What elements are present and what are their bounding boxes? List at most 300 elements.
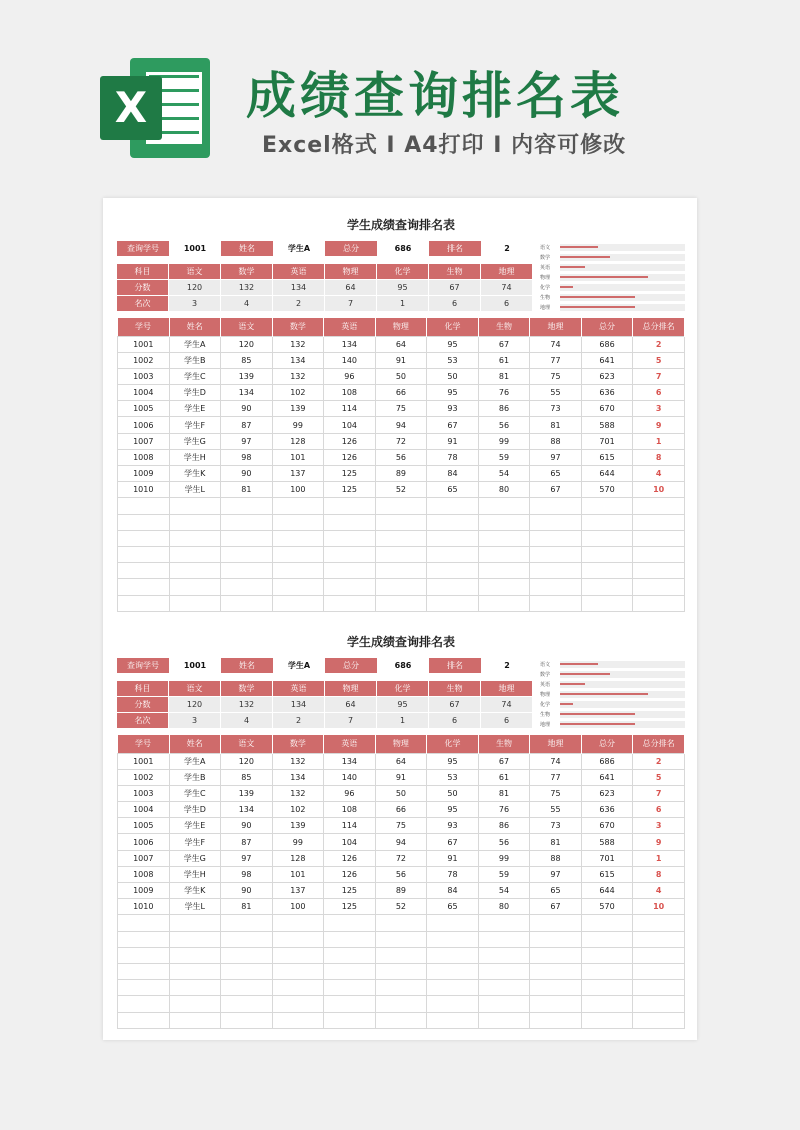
empty-cell[interactable] xyxy=(118,1012,170,1028)
table-cell[interactable]: 93 xyxy=(427,818,479,834)
column-header[interactable]: 姓名 xyxy=(169,318,221,336)
table-cell[interactable]: 56 xyxy=(375,449,427,465)
empty-cell[interactable] xyxy=(118,931,170,947)
empty-cell[interactable] xyxy=(324,514,376,530)
empty-cell[interactable] xyxy=(530,980,582,996)
table-cell[interactable]: 10 xyxy=(633,899,685,915)
empty-cell[interactable] xyxy=(633,996,685,1012)
table-cell[interactable]: 4 xyxy=(633,883,685,899)
table-cell[interactable]: 50 xyxy=(375,785,427,801)
table-cell[interactable]: 139 xyxy=(272,818,324,834)
table-cell[interactable]: 66 xyxy=(375,385,427,401)
empty-cell[interactable] xyxy=(221,595,273,611)
empty-cell[interactable] xyxy=(169,514,221,530)
table-cell[interactable]: 88 xyxy=(530,433,582,449)
table-cell[interactable]: 72 xyxy=(375,433,427,449)
table-cell[interactable]: 50 xyxy=(375,368,427,384)
table-cell[interactable]: 1008 xyxy=(118,866,170,882)
table-cell[interactable]: 75 xyxy=(375,818,427,834)
empty-cell[interactable] xyxy=(581,931,633,947)
empty-cell[interactable] xyxy=(633,563,685,579)
empty-cell[interactable] xyxy=(272,546,324,562)
table-cell[interactable]: 97 xyxy=(221,433,273,449)
table-cell[interactable]: 588 xyxy=(581,834,633,850)
empty-cell[interactable] xyxy=(375,546,427,562)
table-cell[interactable]: 1009 xyxy=(118,883,170,899)
table-cell[interactable]: 80 xyxy=(478,899,530,915)
table-cell[interactable]: 61 xyxy=(478,352,530,368)
empty-cell[interactable] xyxy=(581,947,633,963)
table-cell[interactable]: 139 xyxy=(272,401,324,417)
table-cell[interactable]: 140 xyxy=(324,352,376,368)
table-cell[interactable]: 1010 xyxy=(118,899,170,915)
table-cell[interactable]: 55 xyxy=(530,802,582,818)
table-cell[interactable]: 1002 xyxy=(118,769,170,785)
table-cell[interactable]: 89 xyxy=(375,883,427,899)
table-cell[interactable]: 9 xyxy=(633,834,685,850)
table-cell[interactable]: 85 xyxy=(221,769,273,785)
table-cell[interactable]: 90 xyxy=(221,401,273,417)
empty-cell[interactable] xyxy=(272,915,324,931)
table-cell[interactable]: 61 xyxy=(478,769,530,785)
table-cell[interactable]: 学生F xyxy=(169,834,221,850)
empty-cell[interactable] xyxy=(478,530,530,546)
empty-cell[interactable] xyxy=(118,514,170,530)
table-cell[interactable]: 134 xyxy=(324,753,376,769)
column-header[interactable]: 数学 xyxy=(272,318,324,336)
empty-cell[interactable] xyxy=(478,1012,530,1028)
table-cell[interactable]: 78 xyxy=(427,866,479,882)
table-cell[interactable]: 126 xyxy=(324,866,376,882)
table-cell[interactable]: 学生A xyxy=(169,753,221,769)
empty-cell[interactable] xyxy=(118,963,170,979)
table-cell[interactable]: 53 xyxy=(427,769,479,785)
empty-cell[interactable] xyxy=(633,980,685,996)
table-cell[interactable]: 54 xyxy=(478,883,530,899)
table-cell[interactable]: 137 xyxy=(272,883,324,899)
table-cell[interactable]: 54 xyxy=(478,466,530,482)
empty-cell[interactable] xyxy=(427,595,479,611)
table-cell[interactable]: 636 xyxy=(581,385,633,401)
table-cell[interactable]: 学生F xyxy=(169,417,221,433)
empty-cell[interactable] xyxy=(633,1012,685,1028)
table-cell[interactable]: 52 xyxy=(375,482,427,498)
empty-cell[interactable] xyxy=(221,546,273,562)
table-cell[interactable]: 104 xyxy=(324,417,376,433)
table-cell[interactable]: 1003 xyxy=(118,368,170,384)
table-cell[interactable]: 132 xyxy=(272,753,324,769)
empty-cell[interactable] xyxy=(633,498,685,514)
table-cell[interactable]: 81 xyxy=(478,785,530,801)
table-cell[interactable]: 学生E xyxy=(169,818,221,834)
empty-cell[interactable] xyxy=(478,915,530,931)
empty-cell[interactable] xyxy=(478,996,530,1012)
table-cell[interactable]: 67 xyxy=(478,336,530,352)
table-cell[interactable]: 67 xyxy=(530,482,582,498)
empty-cell[interactable] xyxy=(427,498,479,514)
table-cell[interactable]: 学生K xyxy=(169,466,221,482)
empty-cell[interactable] xyxy=(633,963,685,979)
table-cell[interactable]: 100 xyxy=(272,482,324,498)
table-cell[interactable]: 81 xyxy=(478,368,530,384)
table-cell[interactable]: 125 xyxy=(324,466,376,482)
empty-cell[interactable] xyxy=(633,595,685,611)
table-cell[interactable]: 96 xyxy=(324,368,376,384)
table-cell[interactable]: 85 xyxy=(221,352,273,368)
column-header[interactable]: 地理 xyxy=(530,318,582,336)
table-cell[interactable]: 4 xyxy=(633,466,685,482)
empty-cell[interactable] xyxy=(633,947,685,963)
table-cell[interactable]: 55 xyxy=(530,385,582,401)
table-cell[interactable]: 学生C xyxy=(169,368,221,384)
table-cell[interactable]: 670 xyxy=(581,818,633,834)
table-cell[interactable]: 1006 xyxy=(118,417,170,433)
table-cell[interactable]: 81 xyxy=(221,482,273,498)
empty-cell[interactable] xyxy=(169,996,221,1012)
table-cell[interactable]: 95 xyxy=(427,385,479,401)
empty-cell[interactable] xyxy=(375,563,427,579)
empty-cell[interactable] xyxy=(478,579,530,595)
table-cell[interactable]: 50 xyxy=(427,368,479,384)
table-cell[interactable]: 686 xyxy=(581,753,633,769)
table-cell[interactable]: 99 xyxy=(272,417,324,433)
empty-cell[interactable] xyxy=(272,963,324,979)
empty-cell[interactable] xyxy=(118,595,170,611)
table-cell[interactable]: 56 xyxy=(478,417,530,433)
empty-cell[interactable] xyxy=(375,514,427,530)
table-cell[interactable]: 1002 xyxy=(118,352,170,368)
empty-cell[interactable] xyxy=(169,915,221,931)
empty-cell[interactable] xyxy=(427,530,479,546)
table-cell[interactable]: 101 xyxy=(272,449,324,465)
empty-cell[interactable] xyxy=(633,579,685,595)
table-cell[interactable]: 6 xyxy=(633,385,685,401)
table-cell[interactable]: 3 xyxy=(633,818,685,834)
table-cell[interactable]: 95 xyxy=(427,753,479,769)
empty-cell[interactable] xyxy=(169,563,221,579)
empty-cell[interactable] xyxy=(118,980,170,996)
empty-cell[interactable] xyxy=(530,514,582,530)
table-cell[interactable]: 72 xyxy=(375,850,427,866)
empty-cell[interactable] xyxy=(581,1012,633,1028)
empty-cell[interactable] xyxy=(478,931,530,947)
table-cell[interactable]: 8 xyxy=(633,449,685,465)
column-header[interactable]: 化学 xyxy=(427,318,479,336)
table-cell[interactable]: 93 xyxy=(427,401,479,417)
table-cell[interactable]: 73 xyxy=(530,818,582,834)
empty-cell[interactable] xyxy=(530,963,582,979)
empty-cell[interactable] xyxy=(118,996,170,1012)
table-cell[interactable]: 50 xyxy=(427,785,479,801)
empty-cell[interactable] xyxy=(169,1012,221,1028)
empty-cell[interactable] xyxy=(324,980,376,996)
table-cell[interactable]: 91 xyxy=(375,352,427,368)
table-cell[interactable]: 97 xyxy=(530,449,582,465)
empty-cell[interactable] xyxy=(427,546,479,562)
table-cell[interactable]: 3 xyxy=(633,401,685,417)
table-cell[interactable]: 134 xyxy=(272,769,324,785)
table-cell[interactable]: 140 xyxy=(324,769,376,785)
table-cell[interactable]: 615 xyxy=(581,449,633,465)
empty-cell[interactable] xyxy=(530,1012,582,1028)
table-cell[interactable]: 701 xyxy=(581,850,633,866)
table-cell[interactable]: 126 xyxy=(324,449,376,465)
empty-cell[interactable] xyxy=(169,595,221,611)
column-header[interactable]: 地理 xyxy=(530,735,582,753)
table-cell[interactable]: 7 xyxy=(633,368,685,384)
empty-cell[interactable] xyxy=(221,530,273,546)
empty-cell[interactable] xyxy=(375,1012,427,1028)
table-cell[interactable]: 126 xyxy=(324,433,376,449)
empty-cell[interactable] xyxy=(581,579,633,595)
table-cell[interactable]: 1007 xyxy=(118,850,170,866)
table-cell[interactable]: 75 xyxy=(530,368,582,384)
empty-cell[interactable] xyxy=(118,563,170,579)
table-cell[interactable]: 99 xyxy=(272,834,324,850)
table-cell[interactable]: 66 xyxy=(375,802,427,818)
table-cell[interactable]: 95 xyxy=(427,802,479,818)
empty-cell[interactable] xyxy=(427,514,479,530)
table-cell[interactable]: 学生A xyxy=(169,336,221,352)
table-cell[interactable]: 2 xyxy=(633,336,685,352)
table-cell[interactable]: 588 xyxy=(581,417,633,433)
empty-cell[interactable] xyxy=(427,563,479,579)
table-cell[interactable]: 102 xyxy=(272,385,324,401)
table-cell[interactable]: 132 xyxy=(272,368,324,384)
table-cell[interactable]: 7 xyxy=(633,785,685,801)
empty-cell[interactable] xyxy=(581,996,633,1012)
empty-cell[interactable] xyxy=(633,931,685,947)
column-header[interactable]: 化学 xyxy=(427,735,479,753)
table-cell[interactable]: 99 xyxy=(478,433,530,449)
empty-cell[interactable] xyxy=(221,563,273,579)
column-header[interactable]: 语文 xyxy=(221,318,273,336)
empty-cell[interactable] xyxy=(375,579,427,595)
empty-cell[interactable] xyxy=(478,546,530,562)
table-cell[interactable]: 1 xyxy=(633,433,685,449)
column-header[interactable]: 学号 xyxy=(118,735,170,753)
empty-cell[interactable] xyxy=(581,980,633,996)
column-header[interactable]: 物理 xyxy=(375,735,427,753)
empty-cell[interactable] xyxy=(427,1012,479,1028)
empty-cell[interactable] xyxy=(530,931,582,947)
table-cell[interactable]: 623 xyxy=(581,785,633,801)
table-cell[interactable]: 132 xyxy=(272,336,324,352)
table-cell[interactable]: 1001 xyxy=(118,336,170,352)
table-cell[interactable]: 52 xyxy=(375,899,427,915)
table-cell[interactable]: 75 xyxy=(375,401,427,417)
empty-cell[interactable] xyxy=(169,579,221,595)
empty-cell[interactable] xyxy=(581,546,633,562)
empty-cell[interactable] xyxy=(530,996,582,1012)
table-cell[interactable]: 97 xyxy=(221,850,273,866)
empty-cell[interactable] xyxy=(169,530,221,546)
empty-cell[interactable] xyxy=(169,947,221,963)
table-cell[interactable]: 6 xyxy=(633,802,685,818)
column-header[interactable]: 物理 xyxy=(375,318,427,336)
table-cell[interactable]: 120 xyxy=(221,336,273,352)
empty-cell[interactable] xyxy=(581,595,633,611)
table-cell[interactable]: 学生H xyxy=(169,866,221,882)
table-cell[interactable]: 9 xyxy=(633,417,685,433)
empty-cell[interactable] xyxy=(221,980,273,996)
table-cell[interactable]: 8 xyxy=(633,866,685,882)
table-cell[interactable]: 学生D xyxy=(169,385,221,401)
empty-cell[interactable] xyxy=(530,595,582,611)
empty-cell[interactable] xyxy=(221,947,273,963)
empty-cell[interactable] xyxy=(478,963,530,979)
table-cell[interactable]: 125 xyxy=(324,482,376,498)
table-cell[interactable]: 1001 xyxy=(118,753,170,769)
column-header[interactable]: 总分 xyxy=(581,318,633,336)
empty-cell[interactable] xyxy=(221,498,273,514)
empty-cell[interactable] xyxy=(427,947,479,963)
table-cell[interactable]: 125 xyxy=(324,883,376,899)
empty-cell[interactable] xyxy=(478,514,530,530)
empty-cell[interactable] xyxy=(633,530,685,546)
empty-cell[interactable] xyxy=(478,595,530,611)
table-cell[interactable]: 570 xyxy=(581,482,633,498)
empty-cell[interactable] xyxy=(375,595,427,611)
table-cell[interactable]: 98 xyxy=(221,449,273,465)
table-cell[interactable]: 53 xyxy=(427,352,479,368)
empty-cell[interactable] xyxy=(530,915,582,931)
table-cell[interactable]: 81 xyxy=(530,834,582,850)
empty-cell[interactable] xyxy=(169,546,221,562)
column-header[interactable]: 总分排名 xyxy=(633,318,685,336)
table-cell[interactable]: 80 xyxy=(478,482,530,498)
empty-cell[interactable] xyxy=(118,546,170,562)
empty-cell[interactable] xyxy=(581,915,633,931)
table-cell[interactable]: 59 xyxy=(478,866,530,882)
table-cell[interactable]: 128 xyxy=(272,850,324,866)
empty-cell[interactable] xyxy=(169,963,221,979)
empty-cell[interactable] xyxy=(633,915,685,931)
table-cell[interactable]: 10 xyxy=(633,482,685,498)
table-cell[interactable]: 65 xyxy=(427,899,479,915)
empty-cell[interactable] xyxy=(324,498,376,514)
table-cell[interactable]: 学生G xyxy=(169,850,221,866)
table-cell[interactable]: 134 xyxy=(272,352,324,368)
empty-cell[interactable] xyxy=(427,579,479,595)
table-cell[interactable]: 1005 xyxy=(118,401,170,417)
empty-cell[interactable] xyxy=(375,963,427,979)
table-cell[interactable]: 641 xyxy=(581,352,633,368)
empty-cell[interactable] xyxy=(324,947,376,963)
table-cell[interactable]: 学生D xyxy=(169,802,221,818)
empty-cell[interactable] xyxy=(324,963,376,979)
empty-cell[interactable] xyxy=(427,931,479,947)
table-cell[interactable]: 94 xyxy=(375,834,427,850)
table-cell[interactable]: 1006 xyxy=(118,834,170,850)
empty-cell[interactable] xyxy=(324,563,376,579)
empty-cell[interactable] xyxy=(221,996,273,1012)
empty-cell[interactable] xyxy=(272,514,324,530)
table-cell[interactable]: 1004 xyxy=(118,385,170,401)
table-cell[interactable]: 91 xyxy=(375,769,427,785)
empty-cell[interactable] xyxy=(272,579,324,595)
empty-cell[interactable] xyxy=(272,947,324,963)
table-cell[interactable]: 5 xyxy=(633,352,685,368)
table-cell[interactable]: 104 xyxy=(324,834,376,850)
empty-cell[interactable] xyxy=(478,947,530,963)
table-cell[interactable]: 75 xyxy=(530,785,582,801)
table-cell[interactable]: 64 xyxy=(375,753,427,769)
table-cell[interactable]: 1008 xyxy=(118,449,170,465)
empty-cell[interactable] xyxy=(530,498,582,514)
empty-cell[interactable] xyxy=(427,980,479,996)
table-cell[interactable]: 114 xyxy=(324,818,376,834)
table-cell[interactable]: 89 xyxy=(375,466,427,482)
table-cell[interactable]: 97 xyxy=(530,866,582,882)
table-cell[interactable]: 91 xyxy=(427,433,479,449)
empty-cell[interactable] xyxy=(272,498,324,514)
table-cell[interactable]: 学生C xyxy=(169,785,221,801)
table-cell[interactable]: 1003 xyxy=(118,785,170,801)
table-cell[interactable]: 137 xyxy=(272,466,324,482)
empty-cell[interactable] xyxy=(324,579,376,595)
table-cell[interactable]: 学生E xyxy=(169,401,221,417)
table-cell[interactable]: 139 xyxy=(221,785,273,801)
table-cell[interactable]: 84 xyxy=(427,466,479,482)
table-cell[interactable]: 学生K xyxy=(169,883,221,899)
empty-cell[interactable] xyxy=(169,980,221,996)
table-cell[interactable]: 670 xyxy=(581,401,633,417)
empty-cell[interactable] xyxy=(375,498,427,514)
column-header[interactable]: 总分排名 xyxy=(633,735,685,753)
table-cell[interactable]: 128 xyxy=(272,433,324,449)
table-cell[interactable]: 95 xyxy=(427,336,479,352)
table-cell[interactable]: 1007 xyxy=(118,433,170,449)
empty-cell[interactable] xyxy=(478,980,530,996)
empty-cell[interactable] xyxy=(272,931,324,947)
table-cell[interactable]: 81 xyxy=(221,899,273,915)
empty-cell[interactable] xyxy=(375,915,427,931)
empty-cell[interactable] xyxy=(272,563,324,579)
table-cell[interactable]: 90 xyxy=(221,883,273,899)
empty-cell[interactable] xyxy=(272,595,324,611)
table-cell[interactable]: 701 xyxy=(581,433,633,449)
table-cell[interactable]: 74 xyxy=(530,336,582,352)
empty-cell[interactable] xyxy=(221,514,273,530)
table-cell[interactable]: 76 xyxy=(478,385,530,401)
table-cell[interactable]: 134 xyxy=(324,336,376,352)
column-header[interactable]: 数学 xyxy=(272,735,324,753)
empty-cell[interactable] xyxy=(118,915,170,931)
table-cell[interactable]: 90 xyxy=(221,466,273,482)
empty-cell[interactable] xyxy=(427,996,479,1012)
empty-cell[interactable] xyxy=(375,996,427,1012)
table-cell[interactable]: 94 xyxy=(375,417,427,433)
table-cell[interactable]: 77 xyxy=(530,352,582,368)
empty-cell[interactable] xyxy=(272,996,324,1012)
table-cell[interactable]: 67 xyxy=(530,899,582,915)
table-cell[interactable]: 84 xyxy=(427,883,479,899)
column-header[interactable]: 语文 xyxy=(221,735,273,753)
empty-cell[interactable] xyxy=(581,963,633,979)
table-cell[interactable]: 56 xyxy=(375,866,427,882)
empty-cell[interactable] xyxy=(118,947,170,963)
empty-cell[interactable] xyxy=(530,546,582,562)
table-cell[interactable]: 1010 xyxy=(118,482,170,498)
table-cell[interactable]: 学生B xyxy=(169,769,221,785)
table-cell[interactable]: 570 xyxy=(581,899,633,915)
table-cell[interactable]: 77 xyxy=(530,769,582,785)
column-header[interactable]: 姓名 xyxy=(169,735,221,753)
table-cell[interactable]: 120 xyxy=(221,753,273,769)
table-cell[interactable]: 学生L xyxy=(169,482,221,498)
empty-cell[interactable] xyxy=(375,931,427,947)
